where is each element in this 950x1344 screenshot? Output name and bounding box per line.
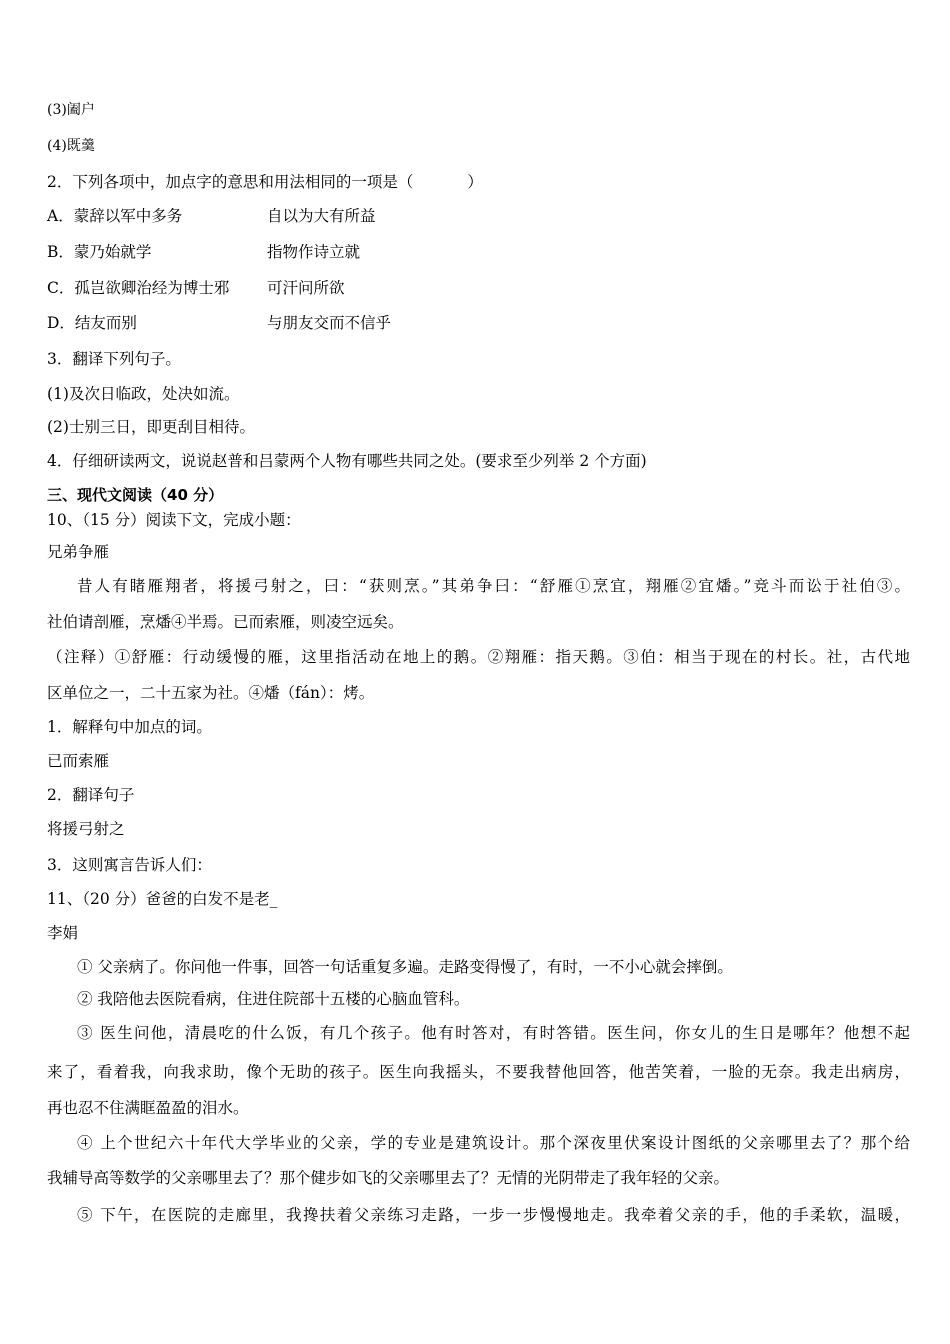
option-c-left: C．孤岂欲卿治经为博士邪	[47, 279, 230, 297]
section-3-heading: 三、现代文阅读（40 分）	[47, 486, 224, 504]
question-4: 4．仔细研读两文，说说赵普和吕蒙两个人物有哪些共同之处。(要求至少列举 2 个方面)	[47, 452, 647, 470]
option-d	[47, 313, 910, 333]
subquestion-1: 1．解释句中加点的词。	[47, 718, 212, 736]
option-b	[47, 242, 910, 262]
question-2-close: ）	[467, 173, 483, 191]
question-2-text: 2．下列各项中，加点字的意思和用法相同的一项是（	[47, 173, 414, 191]
passage-line: 社伯请剖雁，烹燔④半焉。已而索雁，则凌空远矣。	[47, 613, 404, 631]
paragraph-line: ② 我陪他去医院看病，住进住院部十五楼的心脑血管科。	[77, 990, 470, 1008]
option-a-right: 自以为大有所益	[267, 207, 376, 225]
option-c	[47, 278, 910, 298]
subquestion-2: 2．翻译句子	[47, 786, 135, 804]
option-c-right: 可汗问所欲	[267, 279, 345, 297]
paragraph-line: 我辅导高等数学的父亲哪里去了？那个健步如飞的父亲哪里去了？无情的光阴带走了我年轻的父亲。	[47, 1169, 730, 1187]
option-b-left: B．蒙乃始就学	[47, 243, 152, 261]
paragraph-line: 来了，看着我，向我求助，像个无助的孩子。医生向我摇头，不要我替他回答，他苦笑着，一脸的无奈。我走出病房，	[47, 1063, 910, 1081]
passage-title: 兄弟争雁	[47, 543, 110, 561]
question-2	[47, 172, 910, 192]
paragraph-line: ① 父亲病了。你问他一件事，回答一句话重复多遍。走路变得慢了，有时，一不小心就会摔倒。	[77, 958, 733, 976]
question-11: 11、（20 分）爸爸的白发不是老_	[47, 890, 278, 908]
question-10: 10、（15 分）阅读下文，完成小题：	[47, 511, 301, 529]
paragraph-line: ④ 上个世纪六十年代大学毕业的父亲，学的专业是建筑设计。那个深夜里伏案设计图纸的父亲哪里去了？那个给	[77, 1134, 910, 1152]
subquestion-1-item: 已而索雁	[47, 752, 110, 770]
option-a-left: A．蒙辞以军中多务	[47, 207, 183, 225]
notes-line: 区单位之一，二十五家为社。④燔（fán）：烤。	[47, 684, 375, 702]
author: 李娟	[47, 924, 79, 942]
question-3-sentence-2: (2)士别三日，即更刮目相待。	[47, 418, 255, 436]
question-3-sentence-1: (1)及次日临政，处决如流。	[47, 385, 240, 403]
passage-line: 昔人有睹雁翔者，将援弓射之，曰：“获则烹。”其弟争曰：“舒雁①烹宜，翔雁②宜燔。”竞斗而讼于社伯③。	[77, 577, 910, 595]
item-3: (3)阖户	[47, 102, 95, 118]
paragraph-line: 再也忍不住满眶盈盈的泪水。	[47, 1099, 249, 1117]
question-3: 3．翻译下列句子。	[47, 350, 181, 368]
subquestion-3: 3．这则寓言告诉人们：	[47, 856, 212, 874]
option-d-left: D．结友而别	[47, 314, 137, 332]
paragraph-line: ⑤ 下午，在医院的走廊里，我搀扶着父亲练习走路，一步一步慢慢地走。我牵着父亲的手，他的手柔软，温暖，	[77, 1206, 910, 1224]
option-b-right: 指物作诗立就	[267, 243, 361, 261]
paragraph-line: ③ 医生问他，清晨吃的什么饭，有几个孩子。他有时答对，有时答错。医生问，你女儿的生日是哪年？他想不起	[77, 1024, 910, 1042]
item-4: (4)既羹	[47, 138, 95, 154]
option-d-right: 与朋友交而不信乎	[267, 314, 392, 332]
subquestion-2-item: 将援弓射之	[47, 820, 125, 838]
option-a	[47, 206, 910, 226]
notes-line: （注释）①舒雁：行动缓慢的雁，这里指活动在地上的鹅。②翔雁：指天鹅。③伯：相当于现在的村长。社，古代地	[47, 648, 910, 666]
